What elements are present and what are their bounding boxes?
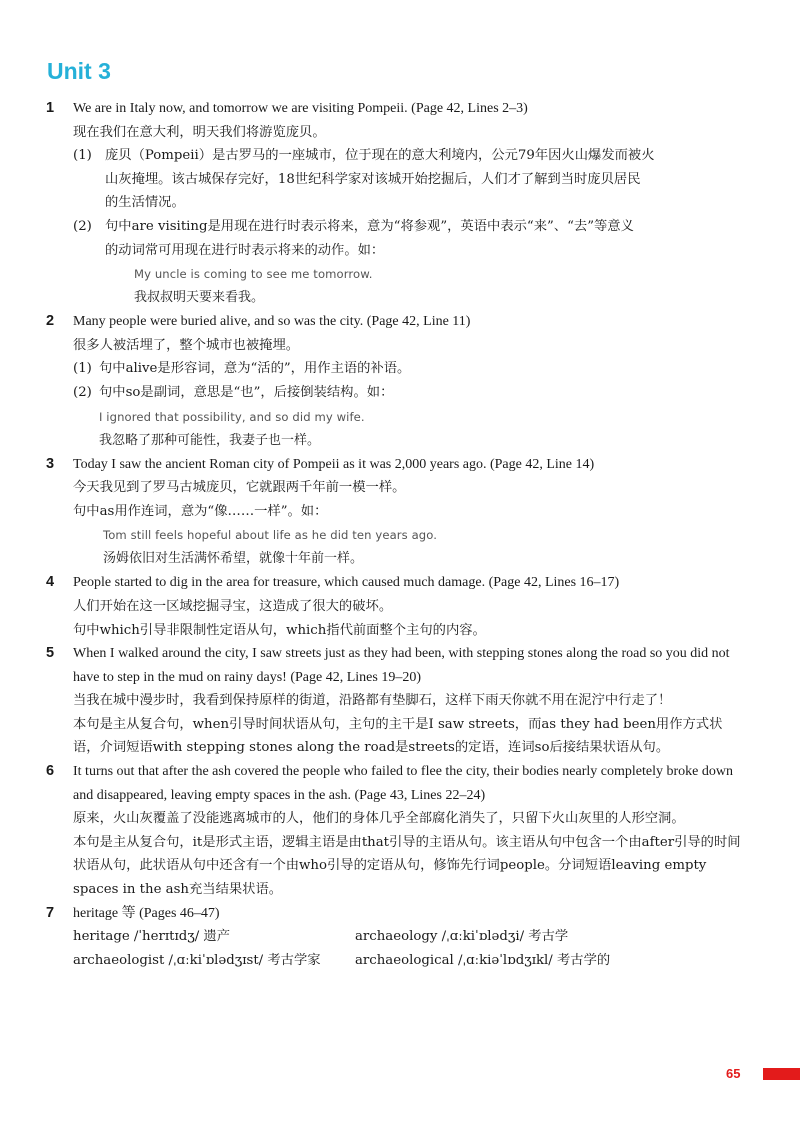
vocab-row bbox=[73, 925, 746, 949]
example-chinese: 我忽略了那种可能性，我妻子也一样。 bbox=[99, 432, 321, 448]
vocab-row bbox=[73, 949, 746, 973]
item-chinese-translation: 很多人被活埋了，整个城市也被掩埋。 bbox=[73, 337, 300, 353]
note-line: 的生活情况。 bbox=[105, 195, 185, 211]
item-english-sentence: Today I saw the ancient Roman city of Pompeii as it was 2,000 years ago. (Page 42, Line 14) bbox=[73, 456, 595, 472]
item-english-sentence: heritage 等 (Pages 46–47) bbox=[73, 905, 220, 921]
item-chinese-translation: 人们开始在这一区域挖掘寻宝，这造成了很大的破坏。 bbox=[73, 598, 393, 614]
item-explanation: 本句是主从复合句，it是形式主语，逻辑主语是由that引导的主语从句。该主语从句中包含一个由after引导的时间状语从句，此状语从句中还含有一个由who引导的定语从句，修饰先行词people。分词短语leaving empty spaces in the ash充当结果状语。 bbox=[73, 834, 741, 898]
page-number: 65 bbox=[726, 1066, 741, 1081]
note-label: (1) bbox=[73, 361, 92, 377]
item-number: 3 bbox=[46, 455, 55, 472]
page-number-bar bbox=[763, 1068, 800, 1080]
note-1 bbox=[73, 357, 746, 381]
example-english: I ignored that possibility, and so did my wife. bbox=[99, 409, 365, 424]
item-number: 2 bbox=[46, 313, 55, 330]
note-1 bbox=[73, 144, 746, 215]
example-english: My uncle is coming to see me tomorrow. bbox=[134, 267, 373, 282]
item-6 bbox=[46, 760, 746, 902]
item-explanation: 句中as用作连词，意为“像……一样”。如： bbox=[73, 503, 328, 519]
item-number: 1 bbox=[46, 100, 55, 116]
item-chinese-translation: 原来，火山灰覆盖了没能逃离城市的人，他们的身体几乎全部腐化消失了，只留下火山灰里的人形空洞。 bbox=[73, 811, 685, 827]
example-chinese: 我叔叔明天要来看我。 bbox=[134, 290, 265, 306]
note-2 bbox=[73, 215, 746, 310]
item-1 bbox=[46, 97, 746, 310]
item-5 bbox=[46, 642, 746, 760]
item-chinese-translation: 现在我们在意大利，明天我们将游览庞贝。 bbox=[73, 124, 326, 140]
item-explanation: 本句是主从复合句，when引导时间状语从句，主句的主干是I saw streets，而as they had been用作方式状语，介词短语with stepping stones along the road是streets的定语，连词so后接结果状语从句。 bbox=[73, 716, 723, 756]
item-english-sentence: Many people were buried alive, and so was the city. (Page 42, Line 11) bbox=[73, 314, 471, 330]
note-line: 山灰掩埋。该古城保存完好，18世纪科学家对该城开始挖掘后，人们才了解到当时庞贝居民 bbox=[105, 171, 641, 187]
vocab-entry: archaeology /ˌɑːkiˈɒlədʒi/ 考古学 bbox=[355, 929, 569, 945]
item-3 bbox=[46, 453, 746, 572]
note-line: 句中alive是形容词，意为“活的”，用作主语的补语。 bbox=[99, 361, 411, 377]
item-number: 7 bbox=[46, 904, 55, 921]
note-line: 庞贝（Pompeii）是古罗马的一座城市，位于现在的意大利境内，公元79年因火山爆发而被火 bbox=[105, 148, 655, 164]
item-chinese-translation: 今天我见到了罗马古城庞贝，它就跟两千年前一模一样。 bbox=[73, 480, 406, 496]
vocab-entry: archaeologist /ˌɑːkiˈɒlədʒɪst/ 考古学家 bbox=[73, 952, 321, 968]
item-7 bbox=[46, 902, 746, 973]
note-label: (2) bbox=[73, 384, 92, 400]
vocab-entry: archaeological /ˌɑːkiəˈlɒdʒɪkl/ 考古学的 bbox=[355, 952, 611, 968]
vocab-entry: heritage /ˈherɪtɪdʒ/ 遗产 bbox=[73, 929, 231, 945]
note-line: 句中are visiting是用现在进行时表示将来，意为“将参观”，英语中表示“来”、“去”等意义 bbox=[105, 218, 634, 234]
item-english-sentence: People started to dig in the area for treasure, which caused much damage. (Page 42, Lines 16–17) bbox=[73, 575, 620, 591]
item-number: 5 bbox=[46, 645, 55, 662]
note-line: 的动词常可用现在进行时表示将来的动作。如： bbox=[105, 242, 385, 258]
example-english: Tom still feels hopeful about life as he did ten years ago. bbox=[103, 528, 438, 543]
note-2 bbox=[73, 381, 746, 453]
item-chinese-translation: 当我在城中漫步时，我看到保持原样的街道，沿路都有垫脚石，这样下雨天你就不用在泥泞中行走了！ bbox=[73, 693, 672, 709]
note-line: 句中so是副词，意思是“也”，后接倒装结构。如： bbox=[99, 384, 394, 400]
item-number: 4 bbox=[46, 574, 55, 591]
item-2 bbox=[46, 310, 746, 452]
unit-title: Unit 3 bbox=[47, 58, 111, 84]
item-4 bbox=[46, 571, 746, 642]
note-label: (1) bbox=[73, 148, 92, 164]
item-number: 6 bbox=[46, 763, 55, 780]
example-chinese: 汤姆依旧对生活满怀希望，就像十年前一样。 bbox=[103, 551, 364, 567]
item-explanation: 句中which引导非限制性定语从句，which指代前面整个主句的内容。 bbox=[73, 622, 486, 638]
page-content bbox=[46, 97, 746, 972]
item-english-sentence: When I walked around the city, I saw streets just as they had been, with stepping stones along the road so you did not have to step in the mud on rainy days! (Page 42, Lines 19–20) bbox=[73, 646, 730, 685]
item-english-sentence: We are in Italy now, and tomorrow we are visiting Pompeii. (Page 42, Lines 2–3) bbox=[73, 101, 528, 116]
item-english-sentence: It turns out that after the ash covered the people who failed to flee the city, their bodies nearly completely broke down and disappeared, leaving empty spaces in the ash. (Page 43, Lines 22–24) bbox=[73, 764, 733, 803]
note-label: (2) bbox=[73, 218, 92, 234]
